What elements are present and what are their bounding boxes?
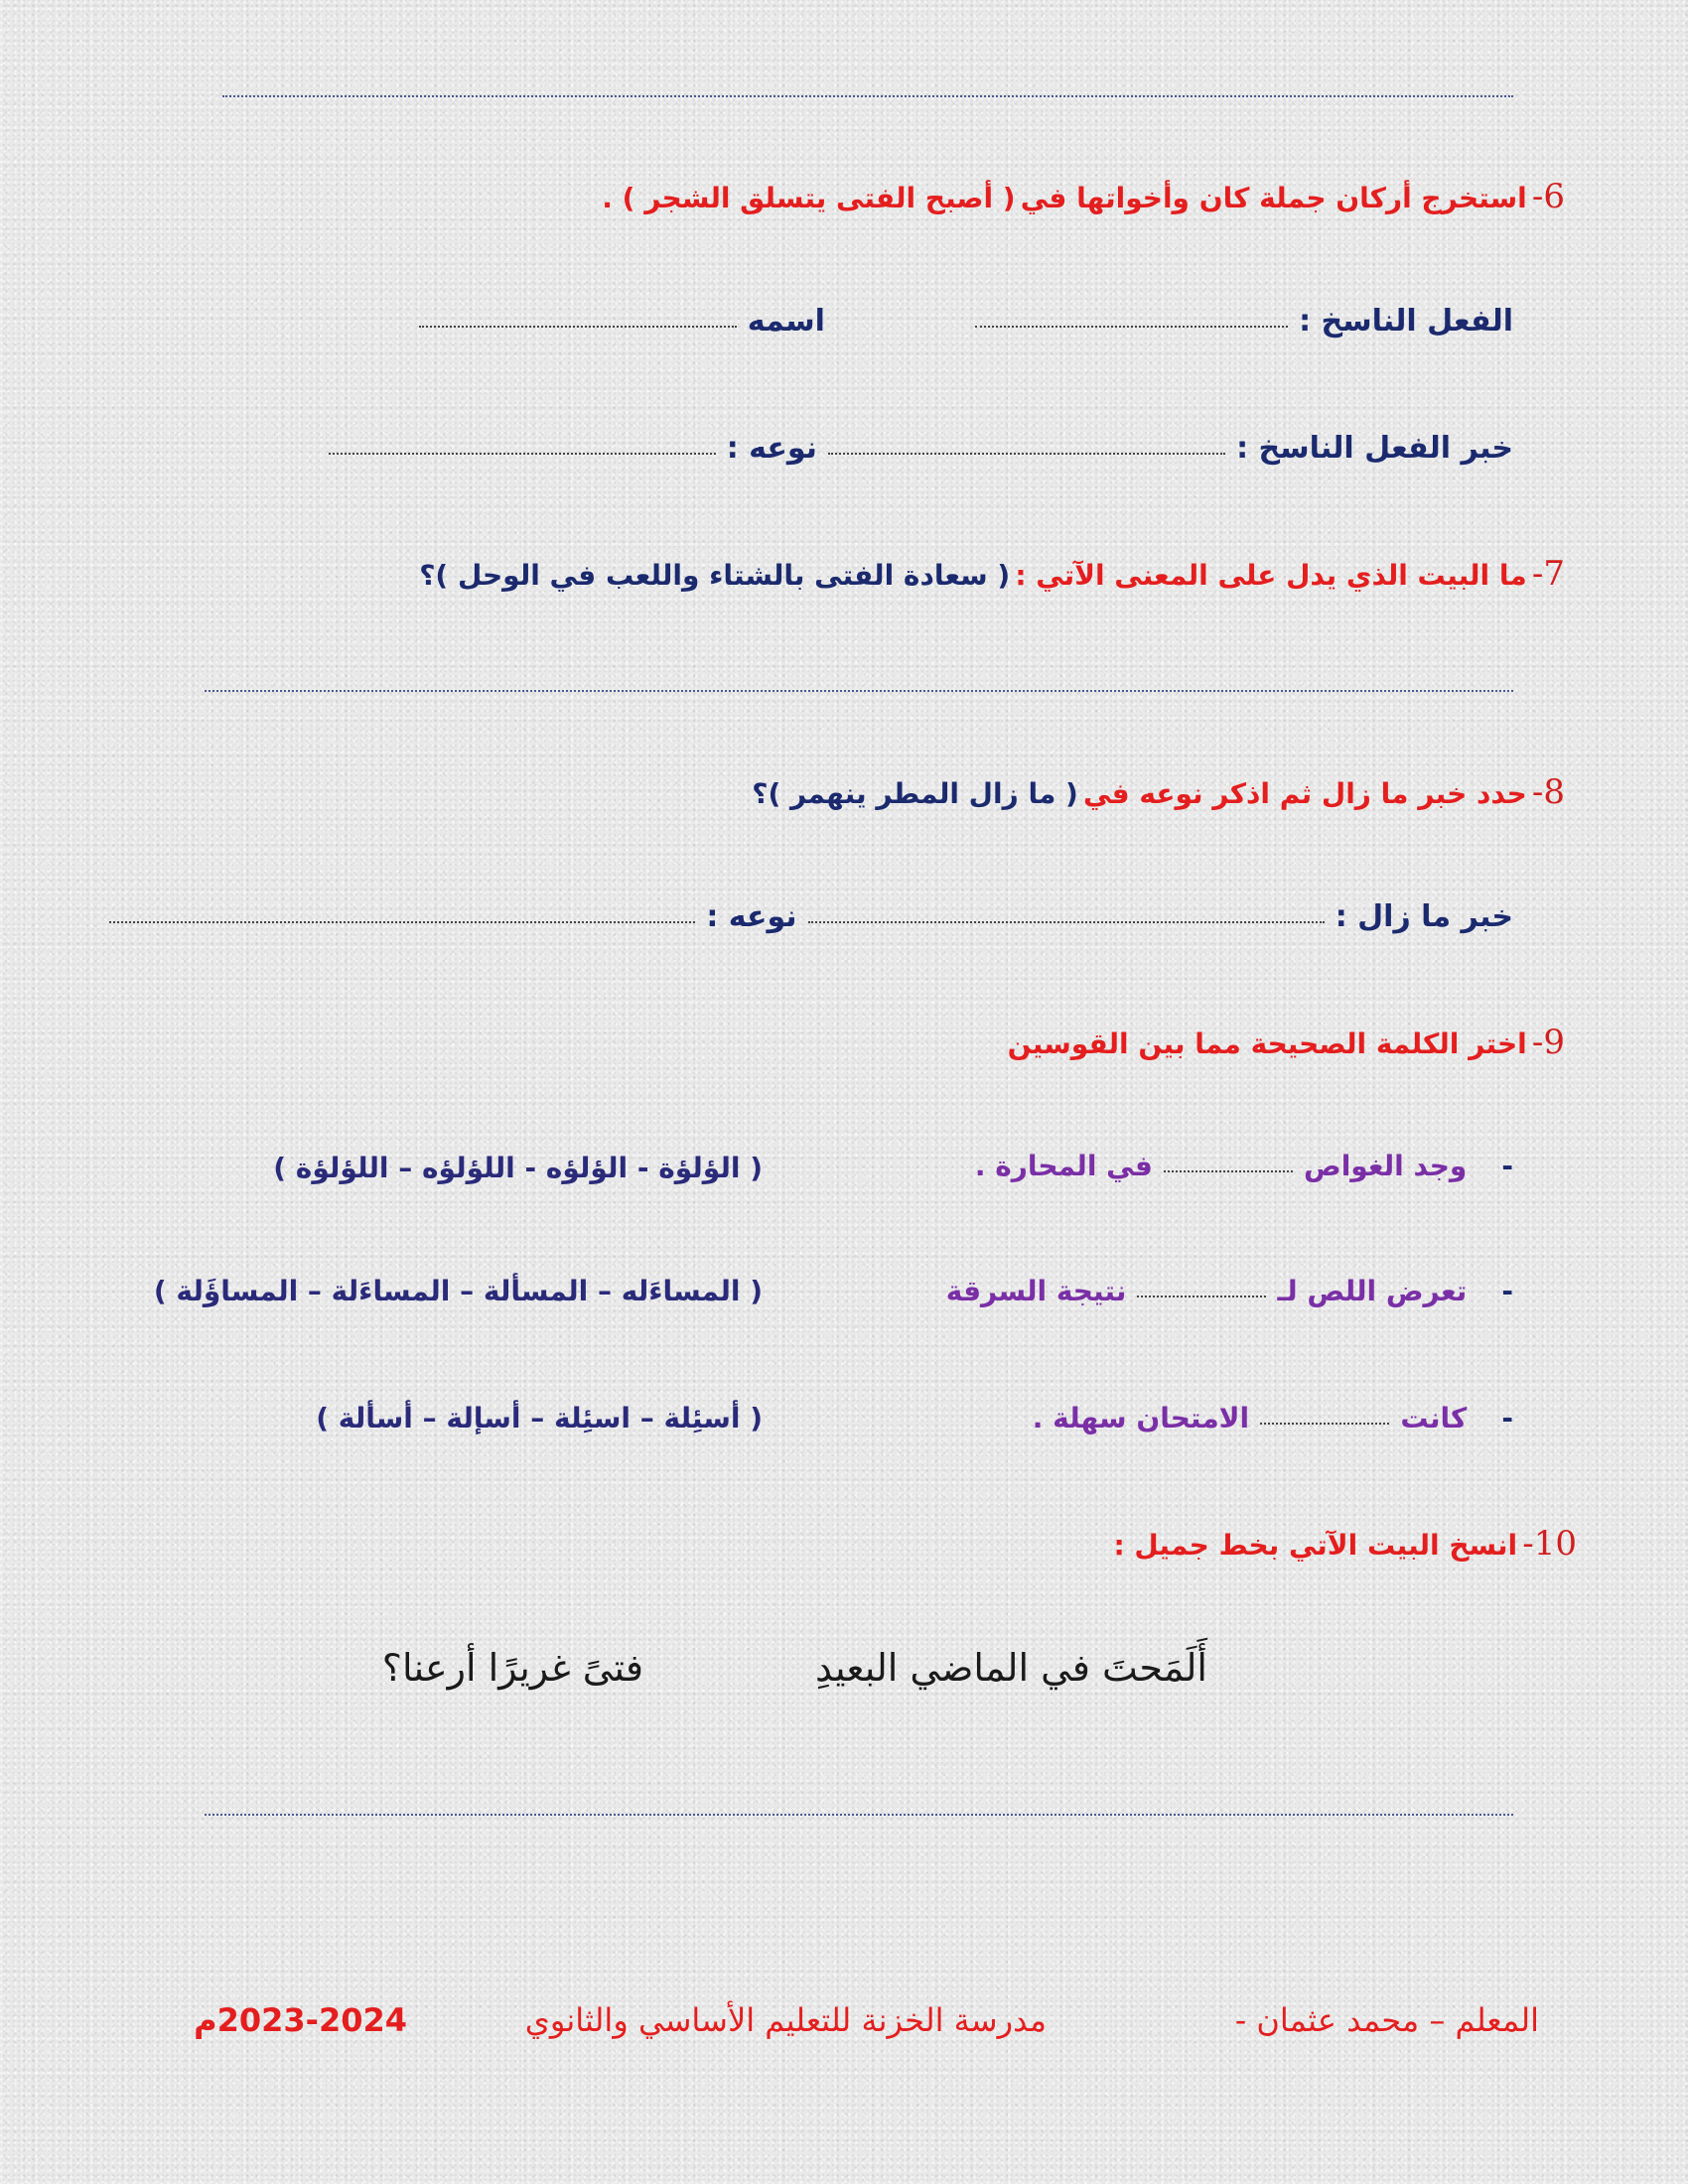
blank-line[interactable] (1137, 1296, 1266, 1297)
question-9-heading (1008, 1023, 1565, 1062)
predicate-label: خبر ما زال : (1335, 899, 1513, 934)
question-9-text: اختر الكلمة الصحيحة مما بين القوسين (1007, 1027, 1527, 1060)
question-7-number: 7- (1531, 554, 1565, 594)
choice-item-1 (975, 1150, 1513, 1182)
predicate-label: خبر الفعل الناسخ : (1236, 431, 1513, 466)
question-8-row (103, 899, 1513, 934)
subject-answer-line[interactable] (419, 326, 737, 328)
choice-options-3: ( أسئِلة – اسئِلة – أسإلة – أسألة ) (316, 1402, 763, 1434)
question-8-number: 8- (1531, 772, 1565, 812)
question-10-text: انسخ البيت الآتي بخط جميل : (1113, 1529, 1518, 1562)
predicate-answer-line[interactable] (828, 453, 1225, 455)
sentence-end: الامتحان سهلة . (1032, 1402, 1250, 1434)
list-dash: - (1501, 1275, 1513, 1307)
verb-answer-line[interactable] (975, 326, 1288, 328)
question-6-number: 6- (1531, 177, 1565, 216)
choice-options-1: ( الؤلؤة - الؤلؤه - اللؤلؤه – اللؤلؤة ) (273, 1152, 763, 1184)
question-10-heading (1113, 1524, 1577, 1564)
type-label: نوعه : (726, 431, 817, 466)
sentence-start: تعرض اللص لـ (1277, 1275, 1468, 1307)
question-10-number: 10- (1522, 1524, 1577, 1564)
verse-first-half: أَلَمَحتَ في الماضي البعيدِ (815, 1646, 1207, 1690)
question-10-answer-line[interactable] (205, 1814, 1513, 1816)
choice-item-2 (946, 1275, 1513, 1307)
list-dash: - (1501, 1150, 1513, 1182)
choice-options-2: ( المساءَله – المسألة – المساءَلة – المساؤَلة ) (153, 1275, 763, 1307)
blank-line[interactable] (1260, 1423, 1389, 1425)
question-7-heading (419, 554, 1565, 594)
question-8-heading (752, 772, 1565, 812)
sentence-end: في المحارة . (974, 1150, 1153, 1182)
footer-year: 2023-2024م (194, 2001, 407, 2039)
sentence-end: نتيجة السرقة (945, 1275, 1127, 1307)
verse-second-half: فتىً غريرًا أرعنا؟ (381, 1646, 643, 1690)
subject-label: اسمه (747, 304, 825, 339)
footer-teacher: المعلم – محمد عثمان - (1234, 2001, 1539, 2039)
top-divider (222, 95, 1513, 97)
question-8-text: حدد خبر ما زال ثم اذكر نوعه في (1082, 777, 1527, 810)
question-7-answer-line[interactable] (205, 690, 1513, 692)
question-8-sentence: ( ما زال المطر ينهمر )؟ (752, 777, 1078, 810)
question-6-row-1 (413, 304, 1513, 339)
question-7-text: ما البيت الذي يدل على المعنى الآتي : (1015, 559, 1527, 592)
footer-school: مدرسة الخزنة للتعليم الأساسي والثانوي (524, 2001, 1047, 2039)
type-label: نوعه : (706, 899, 797, 934)
type-answer-line[interactable] (109, 921, 695, 923)
blank-line[interactable] (1164, 1170, 1293, 1172)
type-answer-line[interactable] (329, 453, 716, 455)
question-6-row-2 (323, 431, 1513, 466)
sentence-start: وجد الغواص (1304, 1150, 1468, 1182)
question-6-sentence: ( أصبح الفتى يتسلق الشجر ) . (602, 182, 1016, 214)
choice-item-3 (1033, 1402, 1513, 1434)
question-9-number: 9- (1531, 1023, 1565, 1062)
question-7-meaning: ( سعادة الفتى بالشتاء واللعب في الوحل )؟ (419, 559, 1011, 592)
verb-label: الفعل الناسخ : (1299, 304, 1513, 339)
list-dash: - (1501, 1402, 1513, 1434)
question-6-heading (602, 177, 1565, 216)
sentence-start: كانت (1400, 1402, 1468, 1434)
question-6-text: استخرج أركان جملة كان وأخواتها في (1020, 182, 1527, 214)
predicate-answer-line[interactable] (808, 921, 1325, 923)
